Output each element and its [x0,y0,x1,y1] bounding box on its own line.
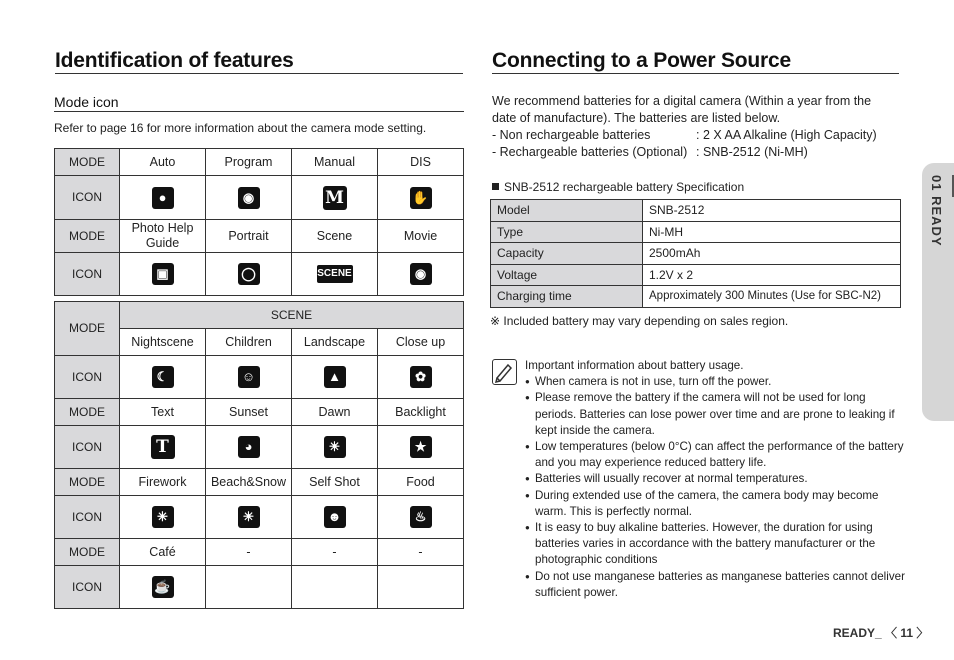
mode-landscape: Landscape [292,329,378,356]
beach-snow-icon: ☀ [238,506,260,528]
icon-label: ICON [55,496,120,539]
table-row [55,149,464,176]
close-up-icon: ✿ [410,366,432,388]
table-row [55,539,464,566]
table-row [55,176,464,220]
table-row: Type Ni-MH [491,221,901,243]
intro-text: We recommend batteries for a digital camera (Within a year from the date of manufacture). The batteries are listed below. [492,94,872,125]
firework-icon: ✳ [152,506,174,528]
portrait-icon: ◯ [238,263,260,285]
list-item: ● Please remove the battery if the camera will not be used for long periods. Batteries can lose power over time and are prone to leaking if kept inside the camera. [525,390,905,439]
food-icon: ♨ [410,506,432,528]
mode-self-shot: Self Shot [292,469,378,496]
battery-type-key: - Rechargeable batteries (Optional) [492,145,688,159]
list-item: ● Do not use manganese batteries as manganese batteries cannot deliver sufficient power. [525,569,905,601]
mode-firework: Firework [120,469,206,496]
heading-underline [54,111,464,112]
spec-heading: SNB-2512 rechargeable battery Specification [492,180,744,194]
table-row [55,302,464,329]
included-note: ※ Included battery may vary depending on sales region. [490,314,789,328]
self-shot-icon: ☻ [324,506,346,528]
mode-backlight: Backlight [378,399,464,426]
battery-notes [525,358,905,601]
mode-icon-heading: Mode icon [54,94,119,110]
square-bullet-icon [492,183,499,190]
table-row [55,566,464,609]
children-icon: ☺ [238,366,260,388]
table-row [55,220,464,253]
mode-icon-table-1 [54,148,464,296]
table-row [55,496,464,539]
title-underline [55,73,463,74]
table-row [55,356,464,399]
mode-portrait: Portrait [206,220,292,253]
table-row: Capacity 2500mAh [491,243,901,265]
backlight-icon: ★ [410,436,432,458]
list-item: ● When camera is not in use, turn off the power. [525,374,905,390]
manual-m-icon: M [323,186,347,210]
section-title-power: Connecting to a Power Source [492,49,791,72]
battery-type-key: - Non rechargeable batteries [492,128,651,142]
mode-children: Children [206,329,292,356]
mode-auto: Auto [120,149,206,176]
battery-type-value: : 2 X AA Alkaline (High Capacity) [696,128,877,142]
dis-hand-icon: ✋ [410,187,432,209]
icon-label: ICON [55,176,120,220]
mode-dawn: Dawn [292,399,378,426]
mode-text: Text [120,399,206,426]
mode-movie: Movie [378,220,464,253]
note-pencil-icon [492,359,517,385]
mode-scene: Scene [292,220,378,253]
section-title-features: Identification of features [55,49,294,72]
camera-icon: ● [152,187,174,209]
mode-label: MODE [55,469,120,496]
text-icon: T [151,435,175,459]
mode-dis: DIS [378,149,464,176]
scene-icon: SCENE [317,265,353,283]
list-item: ● It is easy to buy alkaline batteries. However, the duration for using batteries varies in accordance with the battery manufacturer or the photographic conditions [525,520,905,569]
sunset-icon: ◕ [238,436,260,458]
scene-header: SCENE [120,302,464,329]
table-row: Model SNB-2512 [491,200,901,222]
empty-cell: - [378,539,464,566]
empty-cell: - [292,539,378,566]
table-row [55,469,464,496]
photo-help-guide-icon: ▣ [152,263,174,285]
program-icon: ◉ [238,187,260,209]
mode-icon-table-2 [54,301,464,609]
mode-close-up: Close up [378,329,464,356]
mode-label: MODE [55,399,120,426]
page-footer: READY_ 〈 11 〉 [833,626,929,640]
mode-label: MODE [55,539,120,566]
dawn-icon: ☀ [324,436,346,458]
list-item: ● Low temperatures (below 0°C) can affect the performance of the battery and you may experience reduced battery life. [525,439,905,471]
battery-spec-table [490,199,901,308]
mode-food: Food [378,469,464,496]
table-row [55,399,464,426]
icon-label: ICON [55,253,120,296]
title-underline [492,73,899,74]
table-row [55,253,464,296]
mode-program: Program [206,149,292,176]
mode-nightscene: Nightscene [120,329,206,356]
mode-cafe: Café [120,539,206,566]
battery-type-value: : SNB-2512 (Ni-MH) [696,145,808,159]
table-row: Voltage 1.2V x 2 [491,264,901,286]
table-row [55,426,464,469]
list-item: ● During extended use of the camera, the camera body may become warm. This is perfectly normal. [525,488,905,520]
landscape-icon: ▲ [324,366,346,388]
icon-label: ICON [55,566,120,609]
icon-label: ICON [55,356,120,399]
list-item: ● Batteries will usually recover at normal temperatures. [525,471,905,487]
chapter-tab [922,163,954,421]
mode-manual: Manual [292,149,378,176]
chapter-tab-label: 01 READY [929,175,944,247]
movie-icon: ◉ [410,263,432,285]
empty-cell: - [206,539,292,566]
note-title: Important information about battery usage. [525,359,744,372]
cafe-icon: ☕ [152,576,174,598]
nightscene-icon: ☾ [152,366,174,388]
mode-label: MODE [55,220,120,253]
refer-text: Refer to page 16 for more information about the camera mode setting. [54,121,427,135]
mode-label: MODE [55,149,120,176]
mode-photo-help-guide: Photo Help Guide [120,220,206,253]
icon-label: ICON [55,426,120,469]
mode-sunset: Sunset [206,399,292,426]
mode-label: MODE [55,302,120,356]
table-row: Charging time Approximately 300 Minutes (Use for SBC-N2) [491,286,901,308]
mode-beach-snow: Beach&Snow [206,469,292,496]
